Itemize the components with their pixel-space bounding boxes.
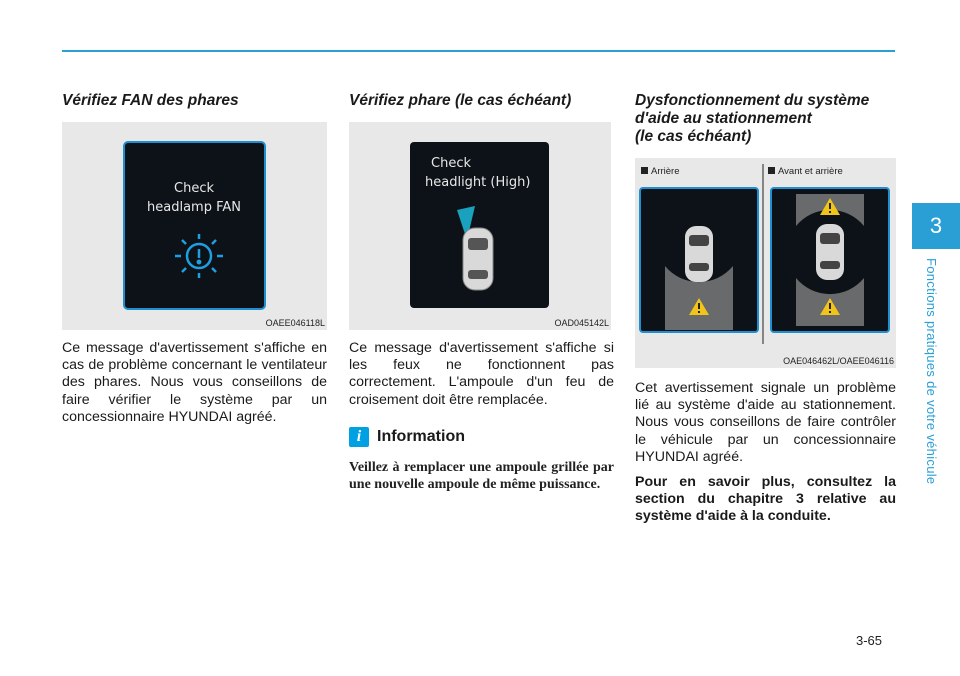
- figure-code: OAD045142L: [554, 318, 609, 328]
- section-parking-assist: [635, 92, 896, 526]
- section-headlight-high: [349, 92, 614, 493]
- figure-headlight-high: [349, 122, 611, 330]
- cluster-screen-illustration: [349, 122, 611, 330]
- screen-line-2: headlamp FAN: [147, 200, 241, 215]
- info-icon: i: [349, 427, 369, 447]
- cluster-screen-illustration: [62, 122, 327, 330]
- figure-code: OAE046462L/OAEE046116: [783, 356, 894, 366]
- car-top-view-icon: [463, 228, 493, 290]
- section-heading: Vérifiez phare (le cas échéant): [349, 92, 572, 109]
- screen-line-1: Check: [431, 156, 471, 171]
- information-text: Veillez à remplacer une ampoule grillée par une nouvelle ampoule de même puissance.: [349, 459, 614, 492]
- section-heading: Vérifiez FAN des phares: [62, 92, 239, 109]
- parking-assist-illustration: [635, 158, 896, 368]
- chapter-title: Fonctions pratiques de votre véhicule: [924, 258, 939, 485]
- legend-front-rear: Avant et arrière: [768, 166, 843, 177]
- screen-line-1: Check: [174, 181, 214, 196]
- legend-rear: Arrière: [641, 166, 680, 177]
- body-text: Cet avertissement signale un problème lié au système d'aide au stationnement. Nous vous conseillons de faire contrôler le véhicule par un concessionnaire HYUNDAI agréé.: [635, 380, 896, 465]
- car-top-view-icon: [685, 226, 713, 282]
- information-title: Information: [377, 427, 465, 445]
- chapter-tab: 3: [912, 203, 960, 249]
- figure-parking-assist: [635, 158, 896, 368]
- car-top-view-icon: [816, 224, 844, 280]
- screen-line-2: headlight (High): [425, 175, 531, 190]
- section-headlamp-fan: [62, 92, 327, 426]
- figure-code: OAEE046118L: [265, 318, 325, 328]
- body-text: Ce message d'avertissement s'affiche si les feux ne fonctionnent pas correctement. L'ampoule d'un feu de croisement doit être remplacée.: [349, 340, 614, 408]
- bold-note: Pour en savoir plus, consultez la section du chapitre 3 relative au système d'aide à la conduite.: [635, 474, 896, 525]
- section-heading: Dysfonctionnement du système d'aide au stationnement (le cas échéant): [635, 92, 870, 145]
- body-text: Ce message d'avertissement s'affiche en cas de problème concernant le ventilateur des phares. Nous vous conseillons de faire vérifier le système par un concessionnaire HYUNDAI agréé.: [62, 340, 327, 425]
- top-rule: [62, 50, 895, 52]
- page-number: 3-65: [856, 633, 883, 648]
- information-header: [349, 427, 614, 447]
- figure-headlamp-fan: [62, 122, 327, 330]
